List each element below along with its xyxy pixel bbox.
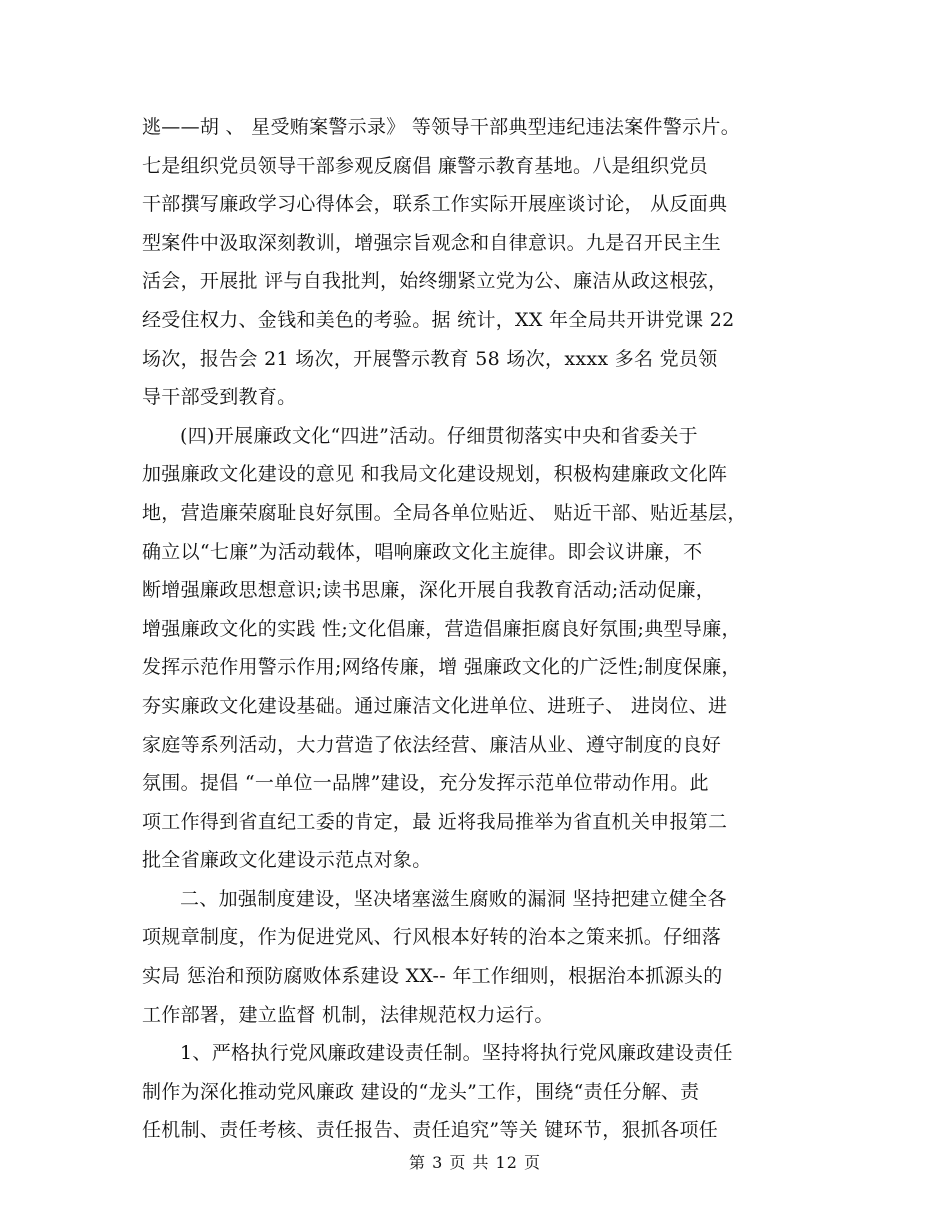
text-line: 任机制、责任考核、责任报告、责任追究”等关 键环节，狠抓各项任 xyxy=(142,1119,719,1142)
text-line: 发挥示范作用警示作用;网络传廉，增 强廉政文化的广泛性;制度保廉， xyxy=(142,656,741,679)
text-line: 场次，报告会 21 场次，开展警示教育 58 场次，xxxx 多名 党员领 xyxy=(142,347,718,370)
text-line: 二、加强制度建设，坚决堵塞滋生腐败的漏洞 坚持把建立健全各 xyxy=(180,887,727,910)
text-line: 干部撰写廉政学习心得体会，联系工作实际开展座谈讨论， 从反面典 xyxy=(142,193,728,216)
text-line: 加强廉政文化建设的意见 和我局文化建设规划，积极构建廉政文化阵 xyxy=(142,463,728,486)
text-line: 氛围。提倡 “一单位一品牌”建设，充分发挥示范单位带动作用。此 xyxy=(142,772,709,795)
text-line: 实局 惩治和预防腐败体系建设 XX-- 年工作细则，根据治本抓源头的 xyxy=(142,965,723,988)
text-line: 导干部受到教育。 xyxy=(142,386,297,409)
text-line: 经受住权力、金钱和美色的考验。据 统计，XX 年全局共开讲党课 22 xyxy=(142,308,735,331)
text-line: 逃——胡 、 星受贿案警示录》 等领导干部典型违纪违法案件警示片。 xyxy=(142,116,741,138)
text-line: 地，营造廉荣腐耻良好氛围。全局各单位贴近、 贴近干部、贴近基层， xyxy=(142,501,747,524)
text-line: 确立以“七廉”为活动载体，唱响廉政文化主旋律。即会议讲廉，不 xyxy=(142,540,703,563)
page-footer: 第 3 页 共 12 页 xyxy=(409,1153,541,1172)
text-line: 增强廉政文化的实践 性;文化倡廉，营造倡廉拒腐良好氛围;典型导廉， xyxy=(142,617,741,640)
text-line: 活会，开展批 评与自我批判，始终绷紧立党为公、廉洁从政这根弦， xyxy=(142,270,728,293)
text-line: 项工作得到省直纪工委的肯定，最 近将我局推举为省直机关申报第二 xyxy=(142,810,728,833)
text-line: 制作为深化推动党风廉政 建设的“龙头”工作，围绕“责任分解、责 xyxy=(142,1080,700,1103)
text-line: 断增强廉政思想意识;读书思廉，深化开展自我教育活动;活动促廉， xyxy=(142,579,716,602)
text-line: 工作部署，建立监督 机制，法律规范权力运行。 xyxy=(142,1003,554,1026)
text-line: 1、严格执行党风廉政建设责任制。坚持将执行党风廉政建设责任 xyxy=(180,1042,733,1065)
document-body xyxy=(142,108,822,1150)
text-line: 七是组织党员领导干部参观反腐倡 廉警示教育基地。八是组织党员 xyxy=(142,154,709,177)
text-line: 型案件中汲取深刻教训，增强宗旨观念和自律意识。九是召开民主生 xyxy=(142,231,722,254)
text-line: 夯实廉政文化建设基础。通过廉洁文化进单位、进班子、 进岗位、进 xyxy=(142,694,728,717)
text-line: 家庭等系列活动，大力营造了依法经营、廉洁从业、遵守制度的良好 xyxy=(142,733,722,756)
text-line: 批全省廉政文化建设示范点对象。 xyxy=(142,849,432,872)
text-line: (四)开展廉政文化“四进”活动。仔细贯彻落实中央和省委关于 xyxy=(180,424,698,447)
text-line: 项规章制度，作为促进党风、行风根本好转的治本之策来抓。仔细落 xyxy=(142,926,722,949)
